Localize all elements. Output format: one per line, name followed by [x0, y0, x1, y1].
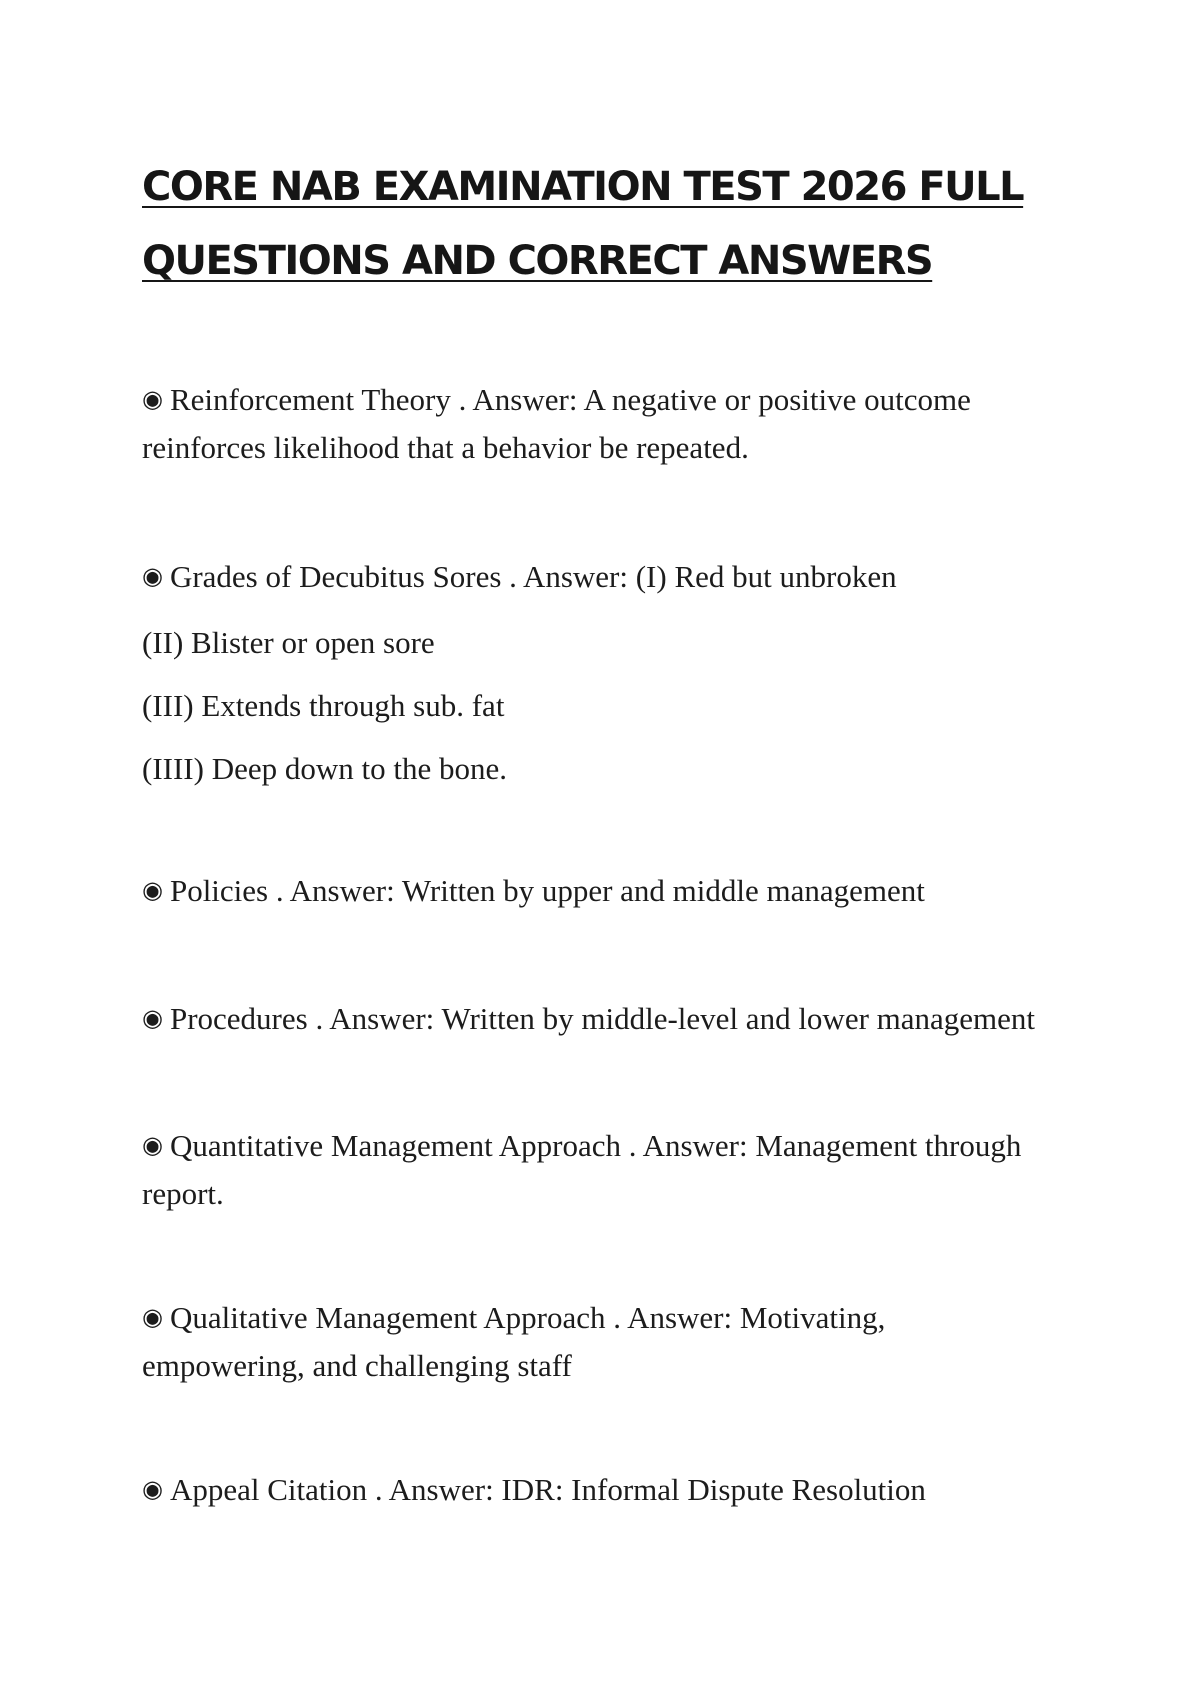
qa-line [142, 1123, 1092, 1171]
answer-text: . Answer: (I) Red but unbroken [501, 559, 897, 594]
radio-bullet-icon: ◉ [142, 385, 163, 413]
qa-line [142, 545, 1092, 611]
answer-text: . Answer: Written by middle-level and lower management [307, 1001, 1036, 1036]
answer-text: (IIII) Deep down to the bone. [142, 751, 507, 786]
document-title [142, 150, 1042, 298]
qa-item-procedures [142, 996, 1092, 1044]
answer-text: . Answer: Management through [621, 1128, 1022, 1163]
qa-line [142, 996, 1092, 1044]
qa-line [142, 1295, 1092, 1343]
qa-item-qualitative-management [142, 1295, 1092, 1388]
radio-bullet-icon: ◉ [142, 1475, 163, 1503]
title-line-1: CORE NAB EXAMINATION TEST 2026 FULL [142, 164, 1024, 210]
answer-text: . Answer: IDR: Informal Dispute Resolution [367, 1472, 926, 1507]
answer-text: report. [142, 1176, 224, 1211]
qa-item-decubitus-sores [142, 545, 1092, 800]
title-line-2: QUESTIONS AND CORRECT ANSWERS [142, 238, 933, 284]
answer-text: . Answer: Written by upper and middle management [268, 873, 925, 908]
radio-bullet-icon: ◉ [142, 1131, 163, 1159]
answer-text: . Answer: Motivating, [605, 1300, 886, 1335]
question-term: Policies [169, 873, 269, 908]
question-term: Appeal Citation [169, 1472, 368, 1507]
question-term: Reinforcement Theory [169, 382, 451, 417]
answer-text: empowering, and challenging staff [142, 1348, 572, 1383]
question-term: Quantitative Management Approach [169, 1128, 622, 1163]
radio-bullet-icon: ◉ [142, 1303, 163, 1331]
answer-text: (II) Blister or open sore [142, 625, 435, 660]
question-term: Grades of Decubitus Sores [169, 559, 502, 594]
qa-item-quantitative-management [142, 1123, 1092, 1216]
qa-line [142, 1467, 1092, 1515]
radio-bullet-icon: ◉ [142, 876, 163, 904]
answer-text: (III) Extends through sub. fat [142, 688, 505, 723]
answer-text: reinforces likelihood that a behavior be repeated. [142, 430, 749, 465]
question-term: Qualitative Management Approach [169, 1300, 606, 1335]
radio-bullet-icon: ◉ [142, 562, 163, 590]
answer-text: . Answer: A negative or positive outcome [450, 382, 971, 417]
qa-item-policies [142, 868, 1092, 916]
question-term: Procedures [169, 1001, 308, 1036]
qa-item-reinforcement-theory [142, 377, 1092, 470]
qa-item-appeal-citation [142, 1467, 1092, 1515]
radio-bullet-icon: ◉ [142, 1004, 163, 1032]
qa-line [142, 377, 1092, 425]
qa-line [142, 868, 1092, 916]
